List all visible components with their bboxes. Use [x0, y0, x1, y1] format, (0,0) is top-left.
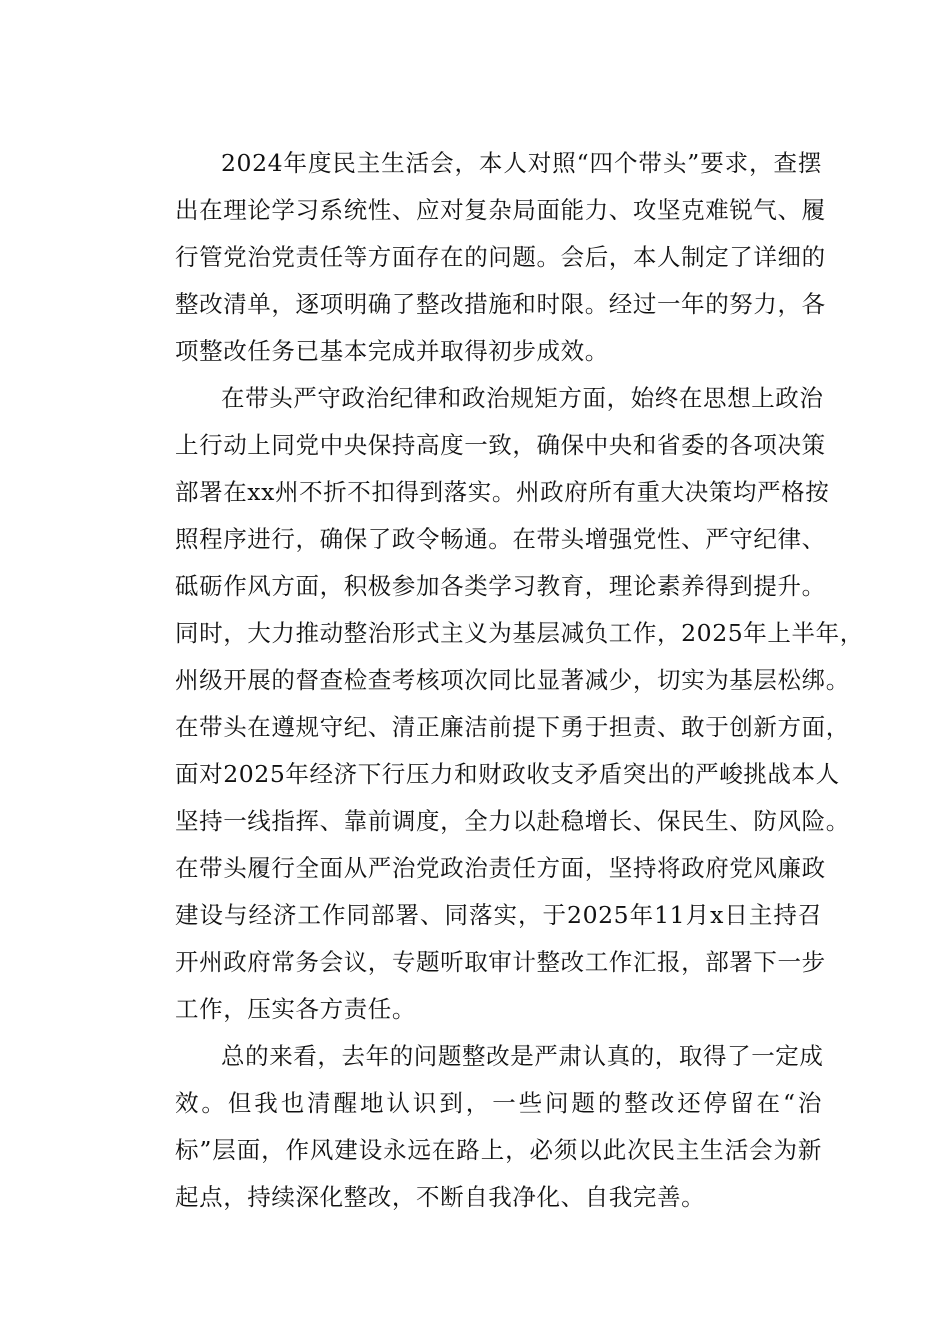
paragraph-line: 工作，压实各方责任。	[175, 995, 416, 1023]
paragraph-line: 砥砺作风方面，积极参加各类学习教育，理论素养得到提升。	[175, 572, 826, 600]
paragraph-2	[128, 375, 864, 1033]
paragraph-line: 在带头在遵规守纪、清正廉洁前提下勇于担责、敢于创新方面，	[175, 713, 850, 741]
paragraph-line: 部署在xx州不折不扣得到落实。州政府所有重大决策均严格按	[175, 478, 830, 506]
paragraph-line: 照程序进行，确保了政令畅通。在带头增强党性、严守纪律、	[175, 525, 826, 553]
document-body	[128, 140, 864, 1221]
paragraph-line: 项整改任务已基本完成并取得初步成效。	[175, 337, 609, 365]
paragraph-line: 标”层面，作风建设永远在路上，必须以此次民主生活会为新	[175, 1136, 822, 1164]
paragraph-line: 面对2025年经济下行压力和财政收支矛盾突出的严峻挑战本人	[175, 760, 840, 788]
paragraph-line: 行管党治党责任等方面存在的问题。会后，本人制定了详细的	[175, 243, 826, 271]
paragraph-1	[128, 140, 826, 375]
paragraph-line: 开州政府常务会议，专题听取审计整改工作汇报，部署下一步	[175, 948, 826, 976]
paragraph-line: 在带头严守政治纪律和政治规矩方面，始终在思想上政治	[221, 384, 824, 412]
paragraph-line: 州级开展的督查检查考核项次同比显著减少，切实为基层松绑。	[175, 666, 850, 694]
paragraph-line: 起点，持续深化整改，不断自我净化、自我完善。	[175, 1183, 706, 1211]
paragraph-line: 总的来看，去年的问题整改是严肃认真的，取得了一定成	[221, 1042, 824, 1070]
paragraph-line: 建设与经济工作同部署、同落实，于2025年11月x日主持召	[175, 901, 822, 929]
paragraph-line: 在带头履行全面从严治党政治责任方面，坚持将政府党风廉政	[175, 854, 826, 882]
paragraph-line: 上行动上同党中央保持高度一致，确保中央和省委的各项决策	[175, 431, 826, 459]
paragraph-line: 坚持一线指挥、靠前调度，全力以赴稳增长、保民生、防风险。	[175, 807, 850, 835]
paragraph-line: 整改清单，逐项明确了整改措施和时限。经过一年的努力，各	[175, 290, 826, 318]
paragraph-line: 出在理论学习系统性、应对复杂局面能力、攻坚克难锐气、履	[175, 196, 826, 224]
paragraph-line: 同时，大力推动整治形式主义为基层减负工作，2025年上半年，	[175, 619, 864, 647]
paragraph-line: 2024年度民主生活会，本人对照“四个带头”要求，查摆	[221, 149, 822, 177]
paragraph-3	[128, 1033, 822, 1221]
paragraph-line: 效。但我也清醒地认识到，一些问题的整改还停留在“治	[175, 1089, 822, 1117]
